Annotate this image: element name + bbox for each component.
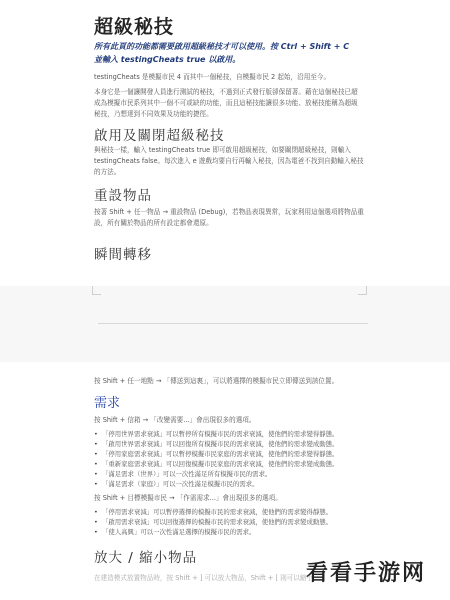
crop-mark [358,286,367,295]
teleport-text: 按 Shift + 任一地點 → 「傳送到這裏」，可以將選擇的模擬市民立即傳送到該位置。 [94,377,339,385]
page-break [0,286,450,362]
section-heading-needs: 需求 [94,396,121,411]
paragraph-2: 本身它是一個讓開發人員進行測試的秘技，不過到正式發行版卻保留著。藉在這個秘技已超成為模擬市民系列其中一個不可或缺的功能，而且這秘技能讓很多功能、放秘技能稱為超級秘技，乃想達到不同效果及功能的捷徑。 [94,88,358,118]
list-item: • 「停用需求衰減」可以暫停選擇的模擬市民的需求衰減，使他們的需求變得靜態。 [94,507,366,517]
list-item: • 「滿足需求（世界）」可以一次性滿足所有模擬市民的需求。 [94,469,366,479]
sim-intro: 按 Shift + 目標模擬市民 → 「作需需求...」會出現很多的選項。 [94,494,282,502]
intro-note: 所有此頁的功能都需要啟用超級秘技才可以使用。按 Ctrl + Shift + C 並輸入 testingCheats true 以啟用。 [94,42,350,64]
section-text-reset: 按著 Shift + 任一物品 → 重設物品 (Debug)，若物品表現異常，玩家利用這個選項將物品重設，所有關於物品的所有設定都會還原。 [94,208,364,227]
section-text-enable: 與秘技一樣，輸入 testingCheats true 即可啟用超級秘技，如要關閉超級秘技，則輸入 testingCheats false。每次進入 e 遊戲均要自行再輸入秘技，因為電爸不找到自動輸入秘技的方法。 [94,146,364,176]
section-heading-teleport: 瞬間轉移 [94,247,152,263]
list-item: • 「停用世界需求衰減」可以暫停所有模擬市民的需求衰減，使他們的需求變得靜態。 [94,429,366,439]
section-heading-reset: 重設物品 [94,188,152,204]
list-item: • 「停用家庭需求衰減」可以暫停模擬市民家庭的需求衰減，使他們的需求變得靜態。 [94,449,366,459]
list-item: • 「啟用需求衰減」可以回復選擇的模擬市民的需求衰減，使他們的需求變成動態。 [94,517,366,527]
resize-text: 在建造模式放置物品時，按 Shift + ] 可以放大物品，Shift + [ 則可以縮小。 [94,574,320,582]
list-item: • 「啟用世界需求衰減」可以回復所有模擬市民的需求衰減，使他們的需求變成動態。 [94,439,366,449]
list-item: • 「重新家庭需求衰減」可以回復模擬市民家庭的需求衰減，使他們的需求變成動態。 [94,459,366,469]
paragraph-1: testingCheats 是模擬市民 4 而其中一個秘技，自模擬市民 2 起始，沿用至今。 [94,73,331,81]
section-heading-resize: 放大 / 縮小物品 [94,550,198,566]
document-page-1 [0,0,450,286]
list-item: • 「使人高興」可以一次性滿足選擇的模擬市民的需求。 [94,527,366,537]
crop-mark [92,286,101,295]
sim-list [94,507,366,537]
page-title: 超級秘技 [94,16,175,38]
needs-intro: 按 Shift + 信箱 → 「改變需要...」會出現很多的選項。 [94,416,256,424]
needs-list [94,429,366,489]
section-heading-enable: 啟用及關閉超級秘技 [94,128,225,144]
watermark-logo: 看看手游网 [306,561,427,586]
page-divider [98,323,368,324]
list-item: • 「滿足需求（家庭）」可以一次性滿足模擬市民的需求。 [94,479,366,489]
